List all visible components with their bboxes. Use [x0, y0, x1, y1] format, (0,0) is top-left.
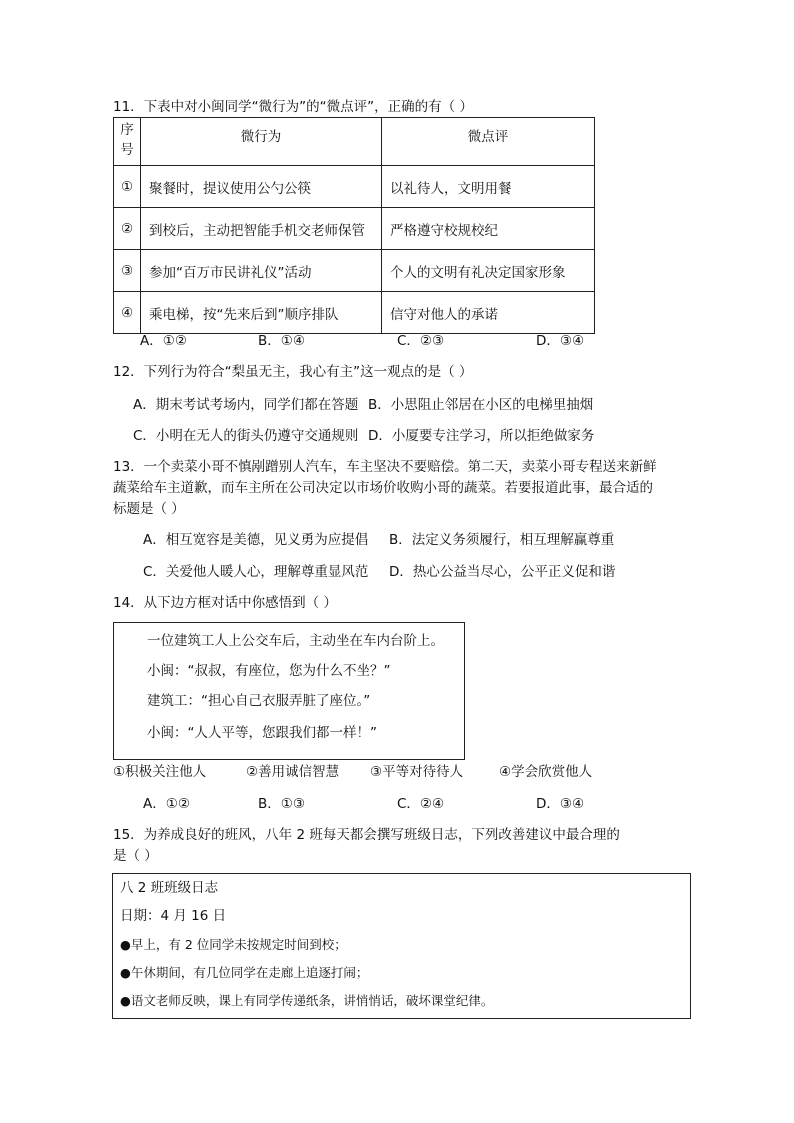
table-row: [114, 208, 595, 250]
q12-option-d: D．小厦要专注学习，所以拒绝做家务: [368, 428, 595, 444]
q12-option-a: A．期末考试考场内，同学们都在答题: [133, 397, 359, 413]
row-no: ①: [114, 166, 141, 208]
row-no: ②: [114, 208, 141, 250]
row-no: ④: [114, 292, 141, 334]
q11-stem: 11．下表中对小闽同学“微行为”的“微点评”，正确的有（ ）: [113, 99, 473, 115]
row-action: 聚餐时，提议使用公勺公筷: [141, 166, 382, 208]
table-row: [114, 250, 595, 292]
row-action: 乘电梯，按“先来后到”顺序排队: [141, 292, 382, 334]
q13-option-d: D．热心公益当尽心，公平正义促和谐: [389, 564, 616, 580]
q14-dialogue-line: 小闽：“叔叔，有座位，您为什么不坐？”: [147, 663, 391, 679]
row-no: ③: [114, 250, 141, 292]
q13-stem-line1: 13．一个卖菜小哥不慎剐蹭别人汽车，车主坚决不要赔偿。第二天，卖菜小哥专程送来新鲜: [113, 459, 657, 475]
q14-stem: 14．从下边方框对话中你感悟到（ ）: [113, 595, 337, 611]
q14-choice-1: ①积极关注他人: [113, 764, 207, 780]
row-comment: 个人的文明有礼决定国家形象: [382, 250, 595, 292]
q15-log-title: 八 2 班班级日志: [120, 880, 219, 896]
header-cell-comment: 微点评: [382, 118, 595, 166]
q11-option-b: B．①④: [258, 333, 305, 349]
q14-option-d: D．③④: [536, 796, 585, 812]
q13-option-c: C．关爱他人暖人心，理解尊重显风范: [143, 564, 369, 580]
q14-dialogue-line: 建筑工：“担心自己衣服弄脏了座位。”: [147, 693, 371, 709]
row-comment: 信守对他人的承诺: [382, 292, 595, 334]
q14-option-a: A．①②: [143, 796, 190, 812]
q13-option-a: A．相互宽容是美德，见义勇为应提倡: [143, 532, 369, 548]
q11-option-a: A．①②: [140, 333, 187, 349]
table-header-row: [114, 118, 595, 166]
row-comment: 以礼待人，文明用餐: [382, 166, 595, 208]
q14-option-c: C．②④: [397, 796, 445, 812]
row-action: 参加“百万市民讲礼仪”活动: [141, 250, 382, 292]
q15-stem-line1: 15．为养成良好的班风，八年 2 班每天都会撰写班级日志，下列改善建议中最合理的: [113, 827, 620, 843]
q13-stem-line3: 标题是（ ）: [113, 501, 185, 517]
q13-stem-line2: 蔬菜给车主道歉，而车主所在公司决定以市场价收购小哥的蔬菜。若要报道此事，最合适的: [113, 480, 653, 496]
q14-dialogue-line: 小闽：“人人平等，您跟我们都一样！”: [147, 725, 377, 741]
q11-table: [113, 117, 595, 334]
q11-option-c: C．②③: [397, 333, 445, 349]
q15-log-item: ●语文老师反映，课上有同学传递纸条，讲悄悄话，破坏课堂纪律。: [120, 993, 494, 1008]
header-cell-action: 微行为: [141, 118, 382, 166]
q14-option-b: B．①③: [258, 796, 305, 812]
q12-stem: 12．下列行为符合“梨虽无主，我心有主”这一观点的是（ ）: [113, 364, 473, 380]
q13-option-b: B．法定义务须履行，相互理解赢尊重: [389, 532, 615, 548]
q12-option-c: C．小明在无人的街头仍遵守交通规则: [133, 428, 359, 444]
row-comment: 严格遵守校规校纪: [382, 208, 595, 250]
q15-log-date: 日期：4 月 16 日: [120, 908, 227, 924]
q15-log-item: ●早上，有 2 位同学未按规定时间到校；: [120, 937, 347, 952]
header-cell-no: 序号: [114, 118, 141, 166]
q11-option-d: D．③④: [536, 333, 585, 349]
q12-option-b: B．小思阻止邻居在小区的电梯里抽烟: [368, 397, 594, 413]
q15-stem-line2: 是（ ）: [113, 848, 158, 864]
q14-choice-3: ③平等对待待人: [370, 764, 464, 780]
q14-choice-2: ②善用诚信智慧: [246, 764, 340, 780]
table-row: [114, 292, 595, 334]
q15-log-item: ●午休期间，有几位同学在走廊上追逐打闹；: [120, 965, 369, 980]
table-row: [114, 166, 595, 208]
q14-dialogue-line: 一位建筑工人上公交车后，主动坐在车内台阶上。: [147, 633, 444, 649]
q14-choice-4: ④学会欣赏他人: [499, 764, 593, 780]
row-action: 到校后，主动把智能手机交老师保管: [141, 208, 382, 250]
